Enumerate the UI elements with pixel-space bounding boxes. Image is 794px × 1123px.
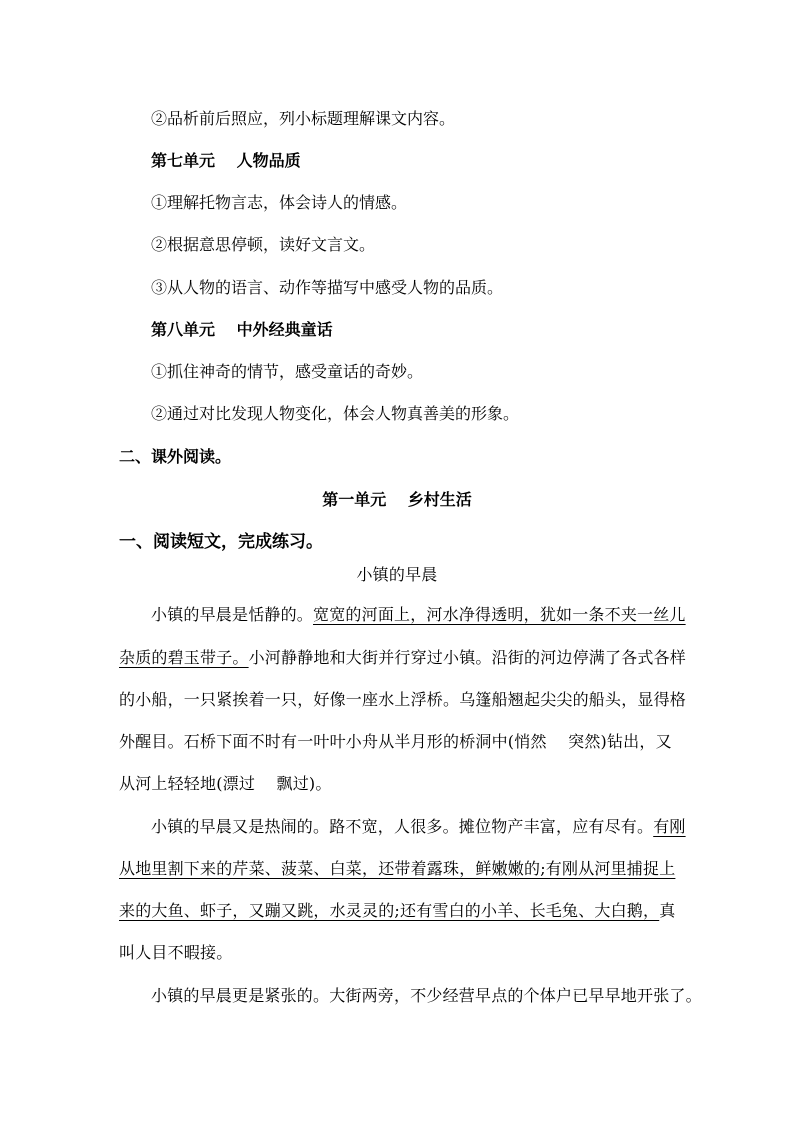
text-span: 小河静静地和大街并行穿过小镇。沿街的河边停满了各式各样 (248, 648, 687, 667)
underlined-text: 来的大鱼、虾子，又蹦又跳，水灵灵的;还有雪白的小羊、长毛兔、大白鹅， (119, 901, 660, 920)
paragraph-line (151, 817, 686, 837)
text-span: 小镇的早晨又是热闹的。路不宽，人很多。摊位物产丰富，应有尽有。 (151, 817, 654, 836)
paragraph-line (151, 605, 686, 625)
paragraph-line (119, 859, 675, 879)
paragraph-line: 从河上轻轻地(漂过 飘过)。 (119, 774, 332, 793)
underlined-text: 从地里割下来的芹菜、菠菜、白菜，还带着露珠，鲜嫩嫩的;有刚从河里捕捉上 (119, 859, 676, 878)
paragraph-line (119, 901, 675, 921)
unit7-item: ①理解托物言志，体会诗人的情感。 (151, 193, 408, 212)
exercise-heading: 一、阅读短文，完成练习。 (119, 532, 323, 552)
paragraph-line (119, 648, 686, 668)
goal-line: ②品析前后照应，列小标题理解课文内容。 (151, 109, 456, 128)
paragraph-line: 外醒目。石桥下面不时有一叶叶小舟从半月形的桥洞中(悄然 突然)钻出，又 (119, 732, 672, 751)
unit7-item: ②根据意思停顿，读好文言文。 (151, 235, 376, 254)
unit7-item: ③从人物的语言、动作等描写中感受人物的品质。 (151, 278, 504, 297)
paragraph-line: 小镇的早晨更是紧张的。大街两旁，不少经营早点的个体户已早早地开张了。 (151, 986, 702, 1005)
unit7-heading: 第七单元 人物品质 (151, 151, 301, 170)
unit8-item: ②通过对比发现人物变化，体会人物真善美的形象。 (151, 404, 520, 423)
unit8-heading: 第八单元 中外经典童话 (151, 320, 333, 339)
underlined-text: 宽宽的河面上，河水净得透明，犹如一条不夹一丝儿 (313, 605, 686, 624)
unit8-item: ①抓住神奇的情节，感受童话的奇妙。 (151, 362, 424, 381)
paragraph-line: 的小船，一只紧挨着一只，好像一座水上浮桥。乌篷船翘起尖尖的船头，显得格 (119, 690, 687, 709)
text-span: 小镇的早晨是恬静的。 (151, 605, 314, 624)
unit-title: 第一单元 乡村生活 (322, 490, 472, 509)
underlined-text: 有刚 (653, 817, 686, 836)
article-title: 小镇的早晨 (356, 565, 438, 584)
underlined-text: 杂质的碧玉带子。 (119, 648, 249, 667)
paragraph-line: 叫人目不暇接。 (119, 943, 233, 962)
text-span: 真 (659, 901, 676, 920)
section-heading: 二、课外阅读。 (119, 447, 232, 466)
